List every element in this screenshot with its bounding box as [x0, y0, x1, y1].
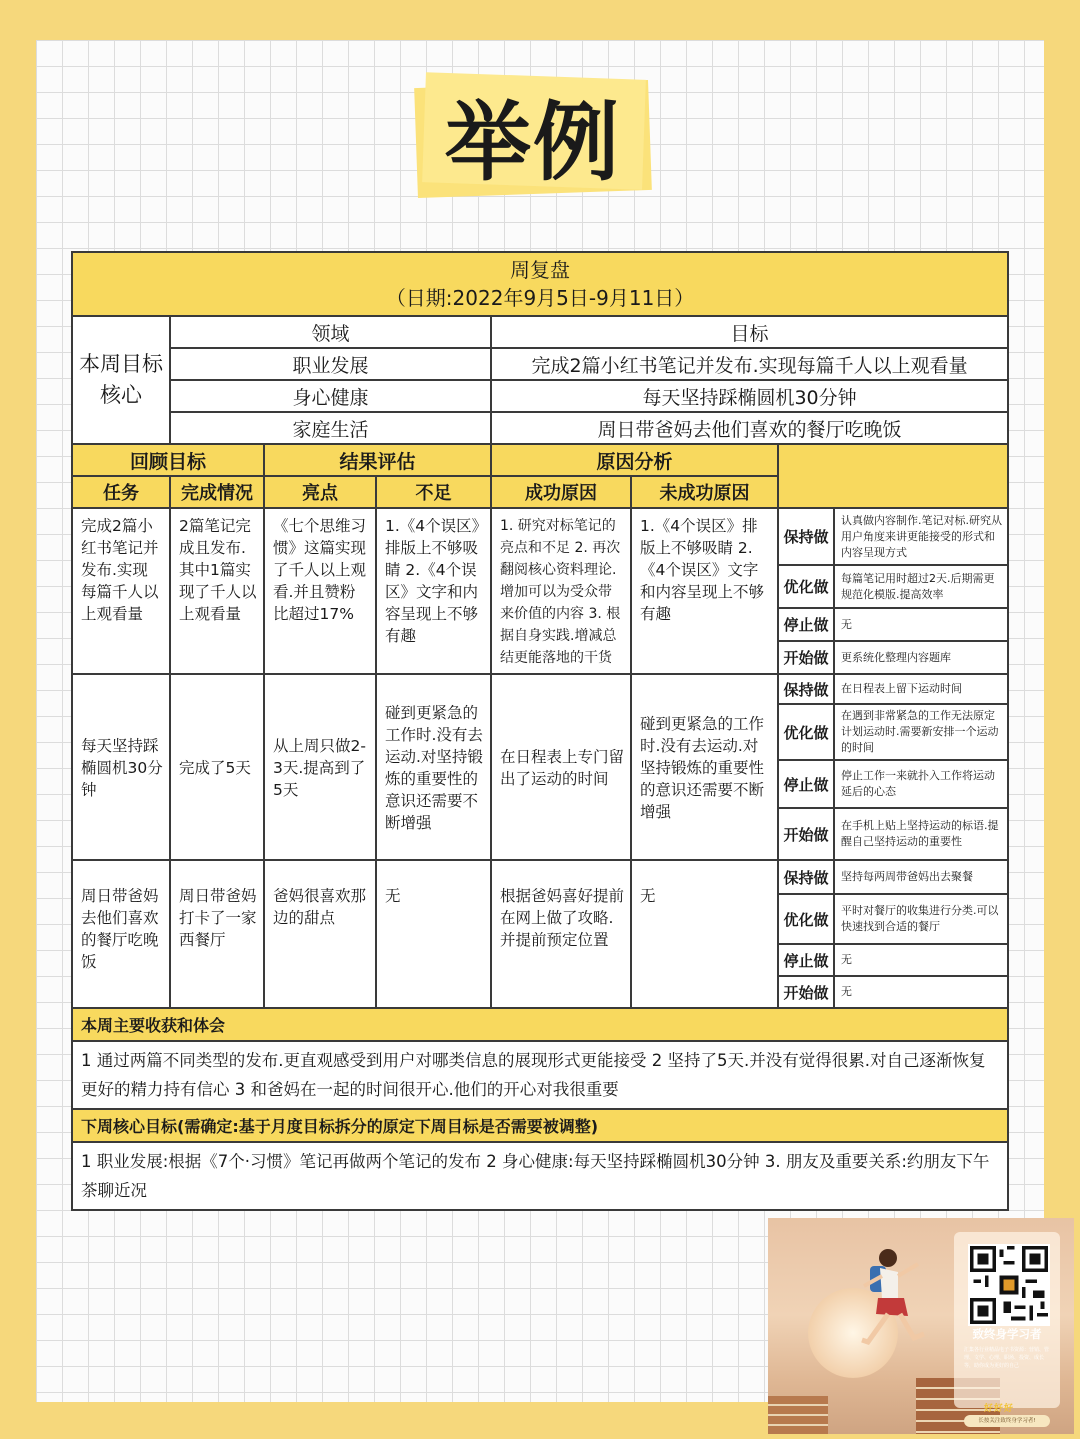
action-header-blank [778, 444, 1008, 508]
area-family: 家庭生活 [170, 412, 491, 444]
row2-keep-text: 在日程表上留下运动时间 [834, 674, 1008, 704]
row3-stop-label: 停止做 [778, 944, 834, 976]
row2-success: 在日程表上专门留出了运动的时间 [491, 674, 631, 860]
ad-follow-button[interactable]: 长按关注致终身学习者! [964, 1415, 1050, 1427]
row2-status: 完成了5天 [170, 674, 264, 860]
row3-stop-text: 无 [834, 944, 1008, 976]
page-title: 举例 [445, 92, 621, 193]
row3-keep-label: 保持做 [778, 860, 834, 894]
ad-brand: 致终身学习者 [972, 1327, 1042, 1341]
ad-stars: 好好好 [984, 1404, 1015, 1414]
goal-career: 完成2篇小红书笔记并发布.实现每篇千人以上观看量 [491, 348, 1008, 380]
qr-code[interactable] [968, 1244, 1050, 1326]
ad-tagline: 汇集各行业精品电子书资源：营销、管理、文学、心理、职场、投资、成长等，助你成为更好的自己 [964, 1347, 1050, 1369]
row2-highlight: 从上周只做2-3天.提高到了5天 [264, 674, 376, 860]
row1-failure: 1.《4个误区》排版上不够吸睛 2.《4个误区》文字和内容呈现上不够有趣 [631, 508, 778, 674]
review-name: 周复盘 [510, 258, 571, 282]
row2-shortfall: 碰到更紧急的工作时.没有去运动.对坚持锻炼的重要性的意识还需要不断增强 [376, 674, 491, 860]
goal-header: 目标 [491, 316, 1008, 348]
row1-task: 完成2篇小红书笔记并发布.实现每篇千人以上观看量 [72, 508, 170, 674]
row2-optimize-text: 在遇到非常紧急的工作无法原定计划运动时.需要新安排一个运动的时间 [834, 704, 1008, 760]
section-evaluation: 结果评估 [264, 444, 491, 476]
row1-keep-label: 保持做 [778, 508, 834, 565]
row1-start-text: 更系统化整理内容题库 [834, 641, 1008, 674]
area-health: 身心健康 [170, 380, 491, 412]
row3-start-label: 开始做 [778, 976, 834, 1008]
harvest-text: 1 通过两篇不同类型的发布.更直观感受到用户对哪类信息的展现形式更能接受 2 坚持了5天.并没有觉得很累.对自己逐渐恢复更好的精力持有信心 3 和爸妈在一起的时间很开心.他们的开心对我很重要 [72, 1041, 1008, 1109]
ad-books-left [768, 1396, 828, 1434]
row3-optimize-label: 优化做 [778, 894, 834, 944]
row3-optimize-text: 平时对餐厅的收集进行分类.可以快速找到合适的餐厅 [834, 894, 1008, 944]
row3-failure: 无 [631, 860, 778, 1008]
row1-optimize-label: 优化做 [778, 565, 834, 608]
row2-task: 每天坚持踩椭圆机30分钟 [72, 674, 170, 860]
row1-start-label: 开始做 [778, 641, 834, 674]
row1-optimize-text: 每篇笔记用时超过2天.后期需更规范化模版.提高效率 [834, 565, 1008, 608]
section-analysis: 原因分析 [491, 444, 778, 476]
row1-status: 2篇笔记完成且发布.其中1篇实现了千人以上观看量 [170, 508, 264, 674]
row3-success: 根据爸妈喜好提前在网上做了攻略.并提前预定位置 [491, 860, 631, 1008]
row2-start-label: 开始做 [778, 808, 834, 860]
row2-failure: 碰到更紧急的工作时.没有去运动.对坚持锻炼的重要性的意识还需要不断增强 [631, 674, 778, 860]
row2-optimize-label: 优化做 [778, 704, 834, 760]
row1-keep-text: 认真做内容制作.笔记对标.研究从用户角度来讲更能接受的形式和内容呈现方式 [834, 508, 1008, 565]
row3-keep-text: 坚持每两周带爸妈出去聚餐 [834, 860, 1008, 894]
row2-keep-label: 保持做 [778, 674, 834, 704]
row2-stop-text: 停止工作一来就扑入工作将运动延后的心态 [834, 760, 1008, 808]
row1-shortfall: 1.《4个误区》排版上不够吸睛 2.《4个误区》文字和内容呈现上不够有趣 [376, 508, 491, 674]
row1-stop-text: 无 [834, 608, 1008, 641]
next-title: 下周核心目标(需确定:基于月度目标拆分的原定下周目标是否需要被调整) [72, 1109, 1008, 1142]
weekly-review-table [71, 251, 1009, 1211]
section-review: 回顾目标 [72, 444, 264, 476]
domain-header: 领域 [170, 316, 491, 348]
row3-start-text: 无 [834, 976, 1008, 1008]
col-status: 完成情况 [170, 476, 264, 508]
review-date: （日期:2022年9月5日-9月11日） [385, 286, 695, 310]
row2-start-text: 在手机上贴上坚持运动的标语.提醒自己坚持运动的重要性 [834, 808, 1008, 860]
next-text: 1 职业发展:根据《7个·习惯》笔记再做两个笔记的发布 2 身心健康:每天坚持踩椭圆机30分钟 3. 朋友及重要关系:约朋友下午茶聊近况 [72, 1142, 1008, 1210]
row1-highlight: 《七个思维习惯》这篇实现了千人以上观看.并且赞粉比超过17% [264, 508, 376, 674]
harvest-title: 本周主要收获和体会 [72, 1008, 1008, 1041]
col-failure: 未成功原因 [631, 476, 778, 508]
review-header [72, 252, 1008, 316]
row3-shortfall: 无 [376, 860, 491, 1008]
goal-family: 周日带爸妈去他们喜欢的餐厅吃晚饭 [491, 412, 1008, 444]
col-task: 任务 [72, 476, 170, 508]
row1-success: 1. 研究对标笔记的亮点和不足 2. 再次翻阅核心资料理论.增加可以为受众带来价值的内容 3. 根据自身实践.增减总结更能落地的干货 [491, 508, 631, 674]
row3-status: 周日带爸妈打卡了一家西餐厅 [170, 860, 264, 1008]
area-career: 职业发展 [170, 348, 491, 380]
col-success: 成功原因 [491, 476, 631, 508]
col-shortfall: 不足 [376, 476, 491, 508]
ad-jumping-girl-illustration [848, 1242, 928, 1372]
row1-stop-label: 停止做 [778, 608, 834, 641]
core-label: 本周目标核心 [72, 316, 170, 444]
title-banner [416, 76, 650, 194]
row2-stop-label: 停止做 [778, 760, 834, 808]
row3-highlight: 爸妈很喜欢那边的甜点 [264, 860, 376, 1008]
row3-task: 周日带爸妈去他们喜欢的餐厅吃晚饭 [72, 860, 170, 1008]
goal-health: 每天坚持踩椭圆机30分钟 [491, 380, 1008, 412]
promo-ad[interactable] [768, 1218, 1074, 1434]
col-highlight: 亮点 [264, 476, 376, 508]
